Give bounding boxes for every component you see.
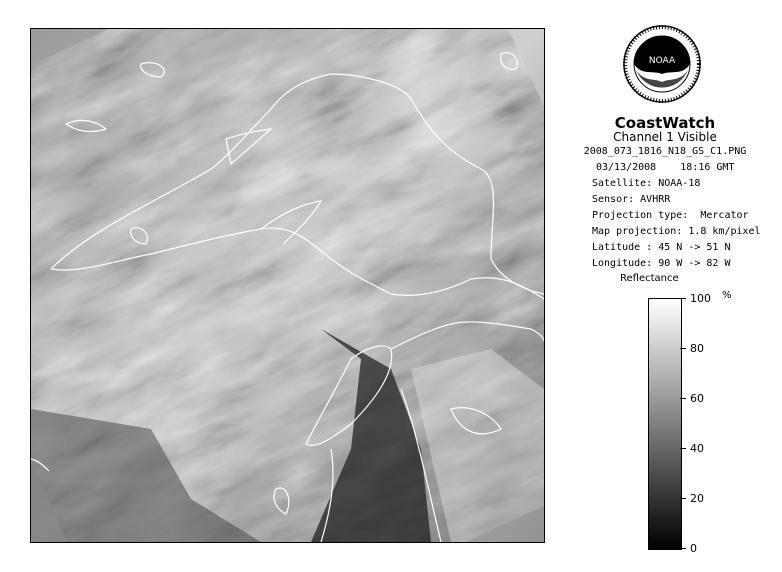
scale-tick [680, 548, 686, 549]
scale-tick [680, 398, 686, 399]
scale-tick [680, 448, 686, 449]
filename-label: 2008_073_1816_N18_GS_C1.PNG [583, 146, 747, 157]
scale-tick-label: 20 [690, 492, 704, 505]
satellite-label: Satellite: NOAA-18 [592, 178, 701, 189]
scale-unit: % [722, 290, 732, 301]
map-projection-label: Map projection: 1.8 km/pixel [592, 226, 761, 237]
projection-type-label: Projection type: Mercator [592, 210, 749, 221]
logo-text: NOAA [648, 56, 676, 66]
scale-tick-label: 60 [690, 392, 704, 405]
scale-tick-label: 0 [690, 542, 697, 555]
scale-tick [680, 298, 686, 299]
satellite-map [30, 28, 545, 543]
reflectance-colorbar [648, 298, 682, 550]
scale-tick-label: 40 [690, 442, 704, 455]
scale-tick [680, 348, 686, 349]
latitude-label: Latitude : 45 N -> 51 N [592, 242, 731, 253]
app-title: CoastWatch [614, 114, 716, 132]
scale-tick [680, 498, 686, 499]
noaa-logo [622, 24, 702, 104]
scale-title: Reflectance [620, 273, 679, 284]
sensor-label: Sensor: AVHRR [592, 194, 671, 205]
datetime-label: 03/13/2008 18:16 GMT [596, 162, 735, 173]
longitude-label: Longitude: 90 W -> 82 W [592, 258, 731, 269]
channel-label: Channel 1 Visible [613, 130, 717, 144]
legend-panel [560, 14, 770, 562]
satellite-image [31, 29, 544, 542]
scale-tick-label: 80 [690, 342, 704, 355]
scale-tick-label: 100 [690, 292, 711, 305]
